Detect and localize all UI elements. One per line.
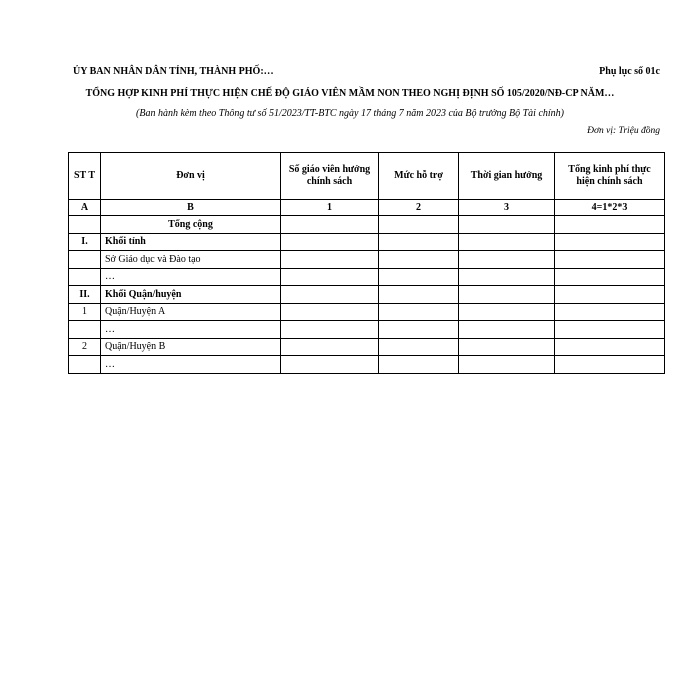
value-cell — [459, 356, 555, 374]
table-row — [69, 233, 665, 251]
col-header-teachers: Số giáo viên hưởng chính sách — [281, 153, 379, 200]
value-cell — [459, 338, 555, 356]
value-cell — [281, 286, 379, 304]
value-cell — [281, 321, 379, 339]
index-cell: 1 — [281, 200, 379, 216]
value-cell — [459, 216, 555, 234]
col-header-total-funding: Tổng kinh phí thực hiện chính sách — [555, 153, 665, 200]
stt-cell: 2 — [69, 338, 101, 356]
table-row — [69, 286, 665, 304]
unit-cell: Khối tỉnh — [101, 233, 281, 251]
unit-cell: Quận/Huyện A — [101, 303, 281, 321]
value-cell — [459, 303, 555, 321]
col-header-duration: Thời gian hưởng — [459, 153, 555, 200]
col-header-support-level: Mức hỗ trợ — [379, 153, 459, 200]
value-cell — [555, 233, 665, 251]
value-cell — [379, 233, 459, 251]
col-header-unit: Đơn vị — [101, 153, 281, 200]
value-cell — [379, 286, 459, 304]
value-cell — [379, 356, 459, 374]
table-row — [69, 251, 665, 269]
value-cell — [555, 321, 665, 339]
stt-cell — [69, 216, 101, 234]
document-subtitle: (Ban hành kèm theo Thông tư số 51/2023/TT-BTC ngày 17 tháng 7 năm 2023 của Bộ trưởng Bộ Tài chính) — [136, 108, 564, 119]
table-row — [69, 216, 665, 234]
value-cell — [459, 286, 555, 304]
value-cell — [281, 216, 379, 234]
value-cell — [459, 321, 555, 339]
table-row — [69, 268, 665, 286]
value-cell — [555, 356, 665, 374]
stt-cell: II. — [69, 286, 101, 304]
table-header-row — [69, 153, 665, 200]
value-cell — [555, 268, 665, 286]
table-row — [69, 321, 665, 339]
stt-cell: 1 — [69, 303, 101, 321]
stt-cell — [69, 321, 101, 339]
value-cell — [281, 338, 379, 356]
issuing-authority: ỦY BAN NHÂN DÂN TỈNH, THÀNH PHỐ:… — [73, 66, 274, 77]
value-cell — [459, 268, 555, 286]
value-cell — [379, 251, 459, 269]
value-cell — [379, 321, 459, 339]
index-cell: 2 — [379, 200, 459, 216]
table-row — [69, 338, 665, 356]
index-cell: 3 — [459, 200, 555, 216]
index-cell: A — [69, 200, 101, 216]
stt-cell — [69, 251, 101, 269]
unit-cell: Sở Giáo dục và Đào tạo — [101, 251, 281, 269]
table-row — [69, 356, 665, 374]
stt-cell — [69, 356, 101, 374]
index-row — [69, 200, 665, 216]
funding-table — [68, 152, 665, 374]
unit-label: Đơn vị: Triệu đồng — [587, 126, 660, 136]
index-cell: 4=1*2*3 — [555, 200, 665, 216]
value-cell — [281, 268, 379, 286]
document-title: TỔNG HỢP KINH PHÍ THỰC HIỆN CHẾ ĐỘ GIÁO VIÊN MẦM NON THEO NGHỊ ĐỊNH SỐ 105/2020/NĐ-CP NĂM… — [85, 88, 615, 99]
unit-cell: Quận/Huyện B — [101, 338, 281, 356]
value-cell — [379, 216, 459, 234]
unit-cell: … — [101, 356, 281, 374]
value-cell — [459, 251, 555, 269]
value-cell — [555, 216, 665, 234]
value-cell — [555, 303, 665, 321]
value-cell — [379, 268, 459, 286]
value-cell — [281, 251, 379, 269]
value-cell — [555, 286, 665, 304]
stt-cell — [69, 268, 101, 286]
unit-cell: … — [101, 268, 281, 286]
appendix-label: Phụ lục số 01c — [599, 66, 660, 77]
index-cell: B — [101, 200, 281, 216]
value-cell — [459, 233, 555, 251]
value-cell — [379, 338, 459, 356]
unit-cell: Tổng cộng — [101, 216, 281, 234]
value-cell — [555, 338, 665, 356]
value-cell — [555, 251, 665, 269]
stt-cell: I. — [69, 233, 101, 251]
col-header-stt: ST T — [69, 153, 101, 200]
table-row — [69, 303, 665, 321]
value-cell — [281, 303, 379, 321]
value-cell — [379, 303, 459, 321]
value-cell — [281, 356, 379, 374]
unit-cell: Khối Quận/huyện — [101, 286, 281, 304]
unit-cell: … — [101, 321, 281, 339]
value-cell — [281, 233, 379, 251]
